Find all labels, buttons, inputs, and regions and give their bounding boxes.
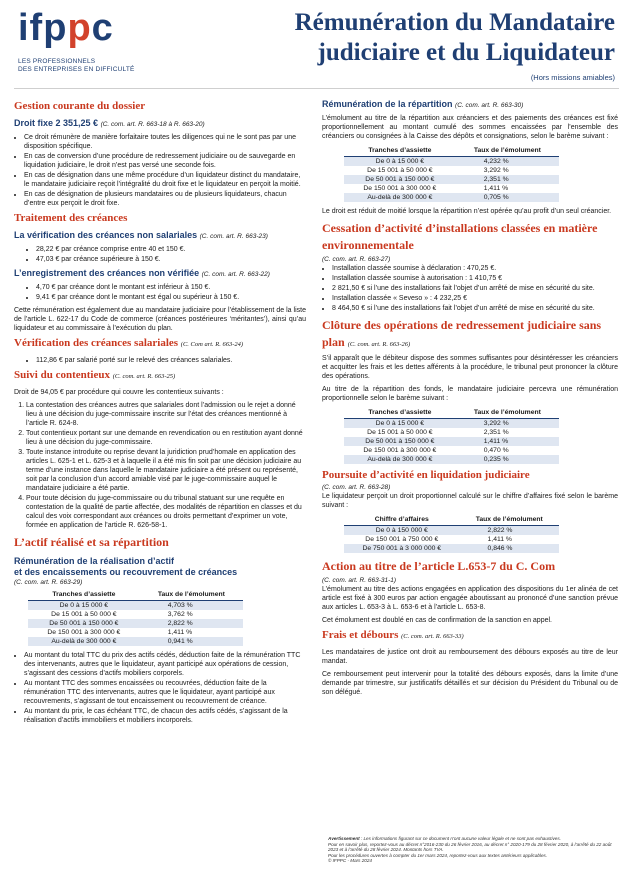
repartition-paragraph: L’émolument au titre de la répartition aux créanciers et des paiements des créances est fixé proportionnellement au montant cumulé des sommes encaissées par l’ensemble des créanciers ou consignées à la Caisse des dépôts et consignations, selon le barème suivant : — [322, 115, 618, 140]
table-row: De 15 001 à 50 000 € 3,762 % — [51, 611, 193, 618]
suivi-list — [14, 401, 306, 530]
table-row: Au-delà de 300 000 € 0,941 % — [28, 637, 243, 646]
cessation-list — [322, 264, 618, 313]
list-item: • En cas de conversion d’une procédure de redressement judiciaire ou de sauvegarde en liquidation judiciaire, le droit n’est pas versé une seconde fois. — [24, 152, 306, 170]
droit-fixe-heading: Droit fixe 2 351,25 € (C. com. art. R. 663-18 à R. 663-20) — [14, 118, 205, 128]
table-row: De 150 001 à 300 000 € 1,411 % — [47, 629, 193, 636]
list-item: • 4,70 € par créance dont le montant est inférieur à 150 €. — [36, 283, 306, 292]
enreg-list — [14, 283, 306, 302]
footer-disclaimer: Avertissement : Les informations figurant sur ce document n’ont aucune valeur légale et ne sont pas exhaustives. Pour en savoir plus, reportez-vous au décret n°2016-230 du 26 février 2016, au décret n° 2020-179 du 28 février 2020, à l’arrêté du 22 août 2023 et à l’arrêté du 28 février 2024. Montants hors TVA. Pour les procédures ouvertes à compter du 1er mars 2024, reportez-vous aux textes antérieurs applicables. © IFPPC - Mars 2024 — [328, 836, 618, 864]
table-row: De 0 à 15 000 € 4,703 % — [28, 601, 243, 611]
realisation-ref: (C. com. art. R. 663-29) — [14, 579, 83, 586]
list-item: • Au montant du total TTC du prix des actifs cédés, déduction faite de la rémunération TTC des intervenants, autres que le liquidateur, ayant participé aux opérations de cession, s’agissant des cessions d’actifs mobiliers corporels. — [24, 651, 306, 678]
table-row: De 50 001 à 150 000 € 2,822 % — [28, 619, 243, 628]
list-item: • En cas de désignation dans une même procédure d’un liquidateur distinct du mandataire, le mandataire judiciaire reçoit l’intégralité du droit fixe et le liquidateur en perçoit la moitié. — [24, 171, 306, 189]
list-item: 4. Pour toute décision du juge-commissaire ou du tribunal statuant sur une requête en contestation de la qualité de partie affectée, des modalités de répartition en classes et du calcul des voix correspondant aux créances ou droits permettant d’exprimer un vote, formée en application de l’article R. 626-58-1. — [26, 494, 306, 530]
table-row: De 750 001 à 3 000 000 € 0,846 % — [344, 544, 559, 553]
suivi-heading: Suivi du contentieux (C. com. art. R. 663-25) — [14, 369, 176, 381]
action-heading: Action au titre de l’article L.653-7 du C. Com — [322, 559, 556, 573]
list-item: • 47,03 € par créance supérieure à 150 €. — [36, 255, 306, 264]
list-item: 1. La contestation des créances autres que salariales dont l’admission ou le rejet a donné lieu à une décision du juge-commissaire inscrite sur l’état des créances mentionné à l’article R. 624-8. — [26, 401, 306, 428]
table-header: Tranches d’assiette — [344, 407, 456, 419]
enreg-heading: L’enregistrement des créances non vérifiée (C. com. art. R. 663-22) — [14, 268, 270, 278]
table-row: De 50 001 à 150 000 € 2,351 % — [344, 175, 559, 184]
logo-wordmark: ifppc — [18, 7, 114, 49]
verif-sal-list — [14, 356, 306, 365]
action-paragraph-2: Cet émolument est doublé en cas de confirmation de la sanction en appel. — [322, 617, 552, 624]
cessation-heading: Cessation d’activité d’installations classées en matière environnementale — [322, 221, 598, 252]
cloture-table — [344, 407, 559, 464]
table-header: Taux de l’émolument — [140, 589, 243, 601]
list-item: 3. Toute instance introduite ou reprise devant la juridiction prud’homale en application des articles L. 625-1 et L. 625-3 et à laquelle il a été mis fin soit par une décision judiciaire au terme d’une instance dans laquelle le mandataire judiciaire a été présent ou représenté, soit par la conclusion d’un accord amiable visé par le juge-commissaire auquel le mandataire judiciaire a été partie. — [26, 448, 306, 493]
poursuite-table — [344, 514, 559, 553]
table-header: Taux de l’émolument — [460, 514, 559, 526]
action-ref: (C. com. art. R. 663-31-1) — [322, 577, 397, 584]
list-item: • 9,41 € par créance dont le montant est égal ou supérieur à 150 €. — [36, 293, 306, 302]
list-item: • 112,86 € par salarié porté sur le relevé des créances salariales. — [36, 356, 306, 365]
list-item: • Installation classée « Seveso » : 4 232,25 € — [332, 294, 618, 303]
repartition-table — [344, 145, 559, 202]
copyright: © IFPPC - Mars 2024 — [328, 858, 372, 864]
list-item: • Au montant du prix, le cas échéant TTC, de chacun des actifs cédés, s’agissant de la réalisation d’actifs immobiliers et mobiliers incorporels. — [24, 707, 306, 725]
section-actif-title: L’actif réalisé et sa répartition — [14, 535, 169, 549]
table-header: Tranches d’assiette — [28, 589, 140, 601]
frais-paragraph-1: Les mandataires de justice ont droit au remboursement des débours exposés au titre de leur mandat. — [322, 649, 618, 665]
realisation-list — [14, 651, 306, 725]
poursuite-ref: (C. com. art. R. 663-28) — [322, 484, 391, 491]
left-column — [14, 96, 306, 729]
list-item: • 8 464,50 € si l’une des installations fait l’objet d’un arrêté de mise en sécurité du site. — [332, 304, 618, 313]
table-row: De 0 à 150 000 € 2,822 % — [344, 526, 559, 536]
table-row: De 150 001 à 300 000 € 1,411 % — [363, 185, 509, 192]
cloture-paragraph-2: Au titre de la répartition des fonds, le mandataire judiciaire percevra une rémunération proportionnelle selon le barème suivant : — [322, 386, 618, 402]
table-header: Taux de l’émolument — [456, 407, 559, 419]
header-divider — [14, 88, 619, 89]
list-item: • En cas de désignation de plusieurs mandataires ou de plusieurs liquidateurs, chacun d’entre eux perçoit le droit fixe. — [24, 190, 306, 208]
cessation-ref: (C. com. art. R. 663-27) — [322, 256, 391, 263]
table-row: De 0 à 15 000 € 3,292 % — [344, 419, 559, 429]
table-header: Chiffre d’affaires — [344, 514, 460, 526]
page-subtitle: (Hors missions amiables) — [530, 73, 615, 82]
logo-tagline: LES PROFESSIONNELS DES ENTREPRISES EN DIFFICULTÉ — [18, 58, 135, 73]
frais-heading: Frais et débours (C. com. art. R. 663-33) — [322, 629, 464, 641]
droit-fixe-list — [14, 133, 306, 208]
page-title: Rémunération du Mandataire judiciaire et du Liquidateur — [294, 9, 615, 66]
list-item: • Au montant TTC des sommes encaissées ou recouvrées, déduction faite de la rémunération TTC des intervenants, autres que le liquidateur, ayant participé aux recouvrements, s’agissant de tout encaissement ou recouvrement de créance. — [24, 679, 306, 706]
cloture-paragraph-1: S’il apparaît que le débiteur dispose des sommes suffisantes pour désintéresser les créanciers et acquitter les frais et les dettes afférents à la procédure, le tribunal peut prononcer la clôture des opérations. — [322, 355, 618, 380]
repartition-heading: Rémunération de la répartition (C. com. art. R. 663-30) — [322, 99, 524, 109]
table-header: Tranches d’assiette — [344, 145, 456, 157]
poursuite-paragraph: Le liquidateur perçoit un droit proportionnel calculé sur le chiffre d’affaires fixé selon le barème suivant : — [322, 493, 618, 509]
section-gestion-title: Gestion courante du dossier — [14, 100, 146, 112]
table-row: De 150 001 à 750 000 € 1,411 % — [365, 536, 512, 543]
table-row: De 15 001 à 50 000 € 3,292 % — [367, 167, 509, 174]
action-paragraph-1: L’émolument au titre des actions engagées en application des dispositions du 1er alinéa de cet article est fixé à 300 euros par action engagée aboutissant au prononcé d’une sanction prévue aux articles L. 653-3 à L. 653-6 et à l’article L. 653-8. — [322, 586, 618, 611]
table-row: De 0 à 15 000 € 4,232 % — [344, 157, 559, 167]
poursuite-heading: Poursuite d’activité en liquidation judiciaire — [322, 469, 530, 481]
table-row: Au-delà de 300 000 € 0,705 % — [344, 193, 559, 202]
verif-ns-list — [14, 245, 306, 264]
realisation-heading: Rémunération de la réalisation d’actif et des encaissements ou recouvrement de créances — [14, 556, 238, 577]
frais-paragraph-2: Ce remboursement peut intervenir pour la totalité des débours exposés, dans la limite d’une demande par trimestre, sur justificatifs détaillés et sur décision du Président du Tribunal ou de son délégué. — [322, 671, 618, 696]
table-row: De 150 001 à 300 000 € 0,470 % — [363, 447, 509, 454]
right-column — [322, 96, 618, 701]
realisation-table — [28, 589, 243, 646]
list-item: • Installation classée soumise à déclaration : 470,25 €. — [332, 264, 618, 273]
cloture-heading: Clôture des opérations de redressement judiciaire sans plan (C. com. art. R. 663-26) — [322, 318, 602, 349]
suivi-paragraph: Droit de 94,05 € par procédure qui couvre les contentieux suivants : — [14, 389, 224, 396]
table-header: Taux de l’émolument — [456, 145, 559, 157]
list-item: • Ce droit rémunère de manière forfaitaire toutes les diligences qui ne le sont pas par une disposition spécifique. — [24, 133, 306, 151]
verif-ns-heading: La vérification des créances non salariales (C. com. art. R. 663-23) — [14, 230, 268, 240]
enreg-paragraph: Cette rémunération est également due au mandataire judiciaire pour l’établissement de la liste de l’article L. 622-17 du Code de commerce (créances postérieures ‘méritantes’), ainsi qu’au liquidateur et au commissaire à l’exécution du plan. — [14, 307, 306, 332]
table-row: Au-delà de 300 000 € 0,235 % — [344, 455, 559, 464]
table-row: De 50 001 à 150 000 € 1,411 % — [344, 437, 559, 446]
list-item: • Installation classée soumise à autorisation : 1 410,75 € — [332, 274, 618, 283]
list-item: • 28,22 € par créance comprise entre 40 et 150 €. — [36, 245, 306, 254]
list-item: 2. Tout contentieux portant sur une demande en revendication ou en restitution ayant donné lieu à une décision du juge-commissaire. — [26, 429, 306, 447]
ifppc-logo — [18, 8, 168, 74]
repartition-note: Le droit est réduit de moitié lorsque la répartition n’est opérée qu’au profit d’un seul créancier. — [322, 208, 612, 215]
list-item: • 2 821,50 € si l’une des installations fait l’objet d’un arrêté de mise en sécurité du site. — [332, 284, 618, 293]
verif-sal-heading: Vérification des créances salariales (C. Com art. R. 663-24) — [14, 337, 244, 349]
table-row: De 15 001 à 50 000 € 2,351 % — [367, 429, 509, 436]
section-traitement-title: Traitement des créances — [14, 212, 128, 224]
